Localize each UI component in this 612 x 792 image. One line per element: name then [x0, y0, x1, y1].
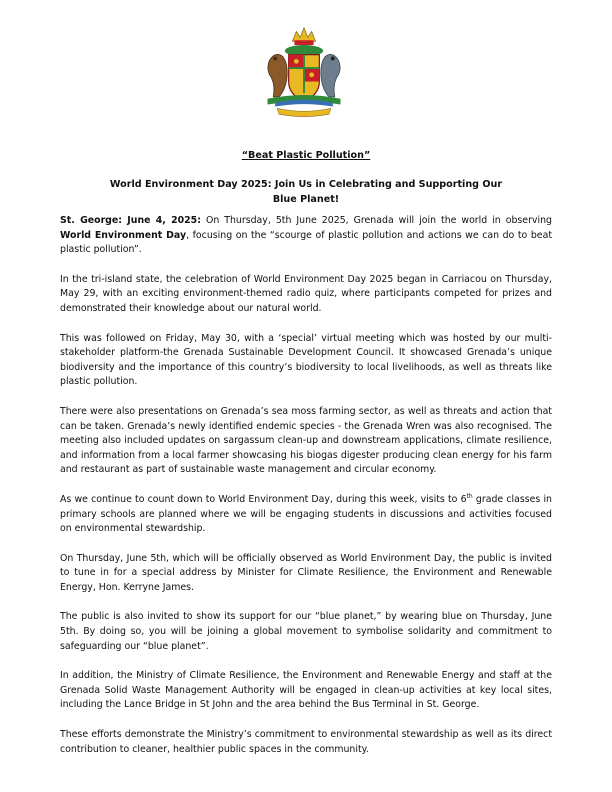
lead-text-b: , focusing on the “scourge of plastic pollution and actions we can do to beat plastic pollution”. — [60, 229, 552, 256]
lead-text-a: On Thursday, 5th June 2025, Grenada will join the world in observing — [200, 215, 552, 226]
subtitle-line-2: Blue Planet! — [272, 194, 340, 205]
paragraph-presentations: There were also presentations on Grenada’s sea moss farming sector, as well as threats and action that can be taken. Grenada’s newly identified endemic species - the Grenada Wren was also recognised. The meeting also included updates on sargassum clean-up and downstream applications, climate resilience, and information from a local farmer showcasing his biogas digester producing clean energy for his farm and restaurant as part of sustainable waste management and circular economy. — [60, 405, 552, 476]
coat-of-arms-icon — [256, 22, 352, 118]
document-body — [60, 214, 552, 772]
document-title: “Beat Plastic Pollution” — [241, 150, 371, 161]
school-text-a: As we continue to count down to World Environment Day, during this week, visits to 6 — [60, 493, 467, 505]
lead-paragraph — [60, 214, 552, 258]
subtitle-line-1: World Environment Day 2025: Join Us in Celebrating and Supporting Our — [109, 179, 503, 190]
document-subtitle — [60, 177, 552, 207]
paragraph-special-address: On Thursday, June 5th, which will be officially observed as World Environment Day, the public is invited to tune in for a special address by Minister for Climate Resilience, the Environment and Renewable Energy, Hon. Kerryne James. — [60, 552, 552, 593]
paragraph-virtual-meeting: This was followed on Friday, May 30, with a ‘special’ virtual meeting which was hosted by our multi-stakeholder platform-the Grenada Sustainable Development Council. It showcased Grenada’s unique biodiversity and the importance of this country’s biodiversity to local livelihoods, as well as threats like plastic pollution. — [60, 332, 552, 388]
paragraph-school-visits — [60, 493, 552, 537]
school-text-b: grade classes in primary schools are planned where we will be engaging students in discussions and activities focused on environmental stewardship. — [60, 493, 553, 535]
paragraph-wear-blue: The public is also invited to show its support for our “blue planet,” by wearing blue on Thursday, June 5th. By doing so, you will be joining a global movement to symbolise solidarity and commitment to safeguarding our “blue planet”. — [60, 611, 552, 652]
dateline: St. George: June 4, 2025: — [60, 215, 201, 226]
paragraph-commitment: These efforts demonstrate the Ministry’s commitment to environmental stewardship as well as its direct contribution to cleaner, healthier public spaces in the community. — [60, 729, 552, 755]
paragraph-clean-up: In addition, the Ministry of Climate Resilience, the Environment and Renewable Energy and staff at the Grenada Solid Waste Management Authority will be engaged in clean-up activities at key local sites, including the Lance Bridge in St John and the area behind the Bus Terminal in St. George. — [60, 670, 552, 711]
paragraph-carriacou: In the tri-island state, the celebration of World Environment Day 2025 began in Carriacou on Thursday, May 29, with an exciting environment-themed radio quiz, where participants competed for prizes and demonstrated their knowledge about our natural world. — [60, 273, 552, 314]
ordinal-suffix: th — [466, 492, 473, 500]
event-name: World Environment Day — [60, 229, 187, 241]
